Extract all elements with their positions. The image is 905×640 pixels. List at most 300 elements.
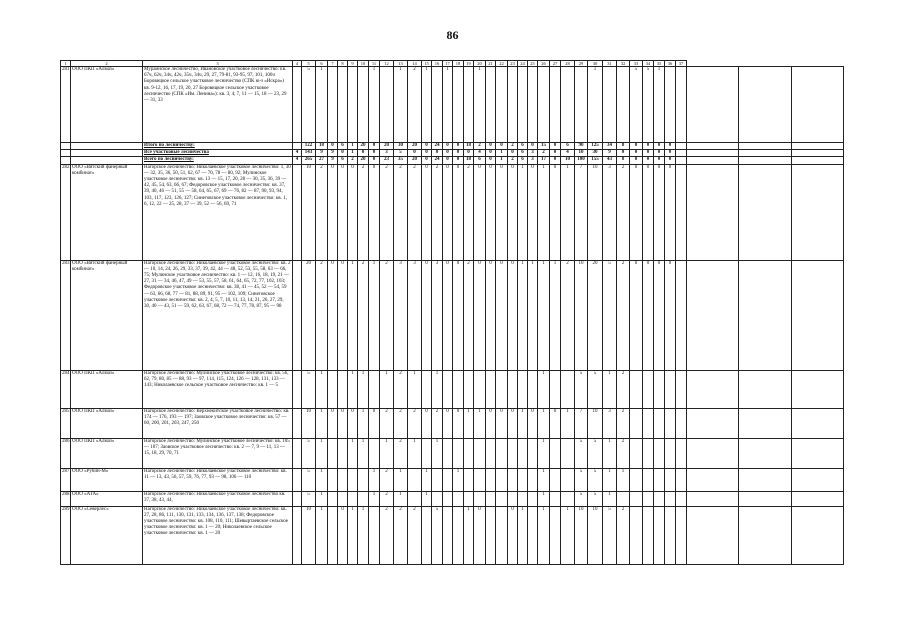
value-cell xyxy=(508,370,518,408)
value-cell: 1 xyxy=(496,150,508,157)
value-cell xyxy=(739,468,791,491)
value-cell: 0 xyxy=(508,260,518,370)
value-cell: 0 xyxy=(550,408,561,438)
header-cell: 32 xyxy=(617,61,630,67)
value-cell: 7 xyxy=(575,164,588,260)
value-cell xyxy=(518,491,528,506)
value-cell: 0 xyxy=(453,408,464,438)
value-cell: 1 xyxy=(369,468,380,491)
table-row xyxy=(61,164,844,260)
header-cell: 16 xyxy=(432,61,443,67)
value-cell: 3 xyxy=(603,408,617,438)
value-cell xyxy=(603,67,617,143)
value-cell xyxy=(474,491,486,506)
value-cell xyxy=(518,370,528,408)
value-cell: 20 xyxy=(380,143,394,150)
organization-name: ООО ПКП «Алмаз» xyxy=(71,438,143,468)
value-cell xyxy=(338,370,348,408)
value-cell: 1 xyxy=(603,491,617,506)
value-cell xyxy=(630,408,643,438)
value-cell xyxy=(654,408,665,438)
forest-description: Все участковые лесничества xyxy=(143,150,293,157)
value-cell xyxy=(486,370,496,408)
value-cell xyxy=(486,468,496,491)
value-cell xyxy=(665,67,676,143)
summary-row xyxy=(61,143,844,150)
value-cell: 2 xyxy=(508,157,518,164)
value-cell: 1 xyxy=(443,67,453,143)
value-cell xyxy=(676,468,687,491)
value-cell: 4 xyxy=(293,150,302,157)
value-cell: 0 xyxy=(422,157,432,164)
table-row xyxy=(61,468,844,491)
value-cell xyxy=(561,468,575,491)
value-cell: 0 xyxy=(443,164,453,260)
value-cell: 5 xyxy=(302,491,316,506)
value-cell: 0 xyxy=(338,150,348,157)
value-cell: 9 xyxy=(328,157,338,164)
value-cell xyxy=(338,438,348,468)
value-cell: 0 xyxy=(496,143,508,150)
value-cell xyxy=(550,438,561,468)
value-cell: 2 xyxy=(348,157,358,164)
value-cell xyxy=(453,506,464,564)
value-cell: 5 xyxy=(588,370,603,408)
value-cell: 10 xyxy=(575,260,588,370)
value-cell xyxy=(687,164,739,260)
value-cell xyxy=(687,143,739,150)
value-cell xyxy=(665,408,676,438)
table-row xyxy=(61,260,844,370)
value-cell xyxy=(464,491,474,506)
value-cell: 2 xyxy=(358,164,369,260)
organization-name xyxy=(71,157,143,164)
value-cell xyxy=(687,157,739,164)
value-cell xyxy=(432,468,443,491)
value-cell xyxy=(486,67,496,143)
value-cell: 0 xyxy=(453,157,464,164)
value-cell: 0 xyxy=(528,408,538,438)
value-cell xyxy=(676,491,687,506)
value-cell xyxy=(739,491,791,506)
value-cell: 1 xyxy=(538,438,550,468)
organization-name: ООО ПКП «Алмаз» xyxy=(71,370,143,408)
value-cell xyxy=(496,468,508,491)
page-number: 86 xyxy=(446,28,459,42)
value-cell: 4 xyxy=(561,150,575,157)
forest-description: Нагорское лесничество: Николаевское участковое лесничество: 1, 30 — 32, 35, 36, 50, 51, 62, 67 — 70, 78 — 80, 92; Мулинское участковое лесничество: кв. 13 — 15, 17, 20, 28 — 30, 35, 36, 39 — 42, 45, 54, 63, 66, 67; Федоровское участковое лесничество: кв. 37, 39, 40, 46 — 51, 55 — 58, 64, 65, 67, 69 — 76, 82 — 87, 90, 93, 94, 103, 117, 123, 126, 127; Синеговское участковое лесничество: кв. 1, 6, 12, 22 — 25, 28, 37 — 39, 52 — 56, 69, 71 xyxy=(143,164,293,260)
value-cell: 143 xyxy=(302,150,316,157)
value-cell: 6 xyxy=(474,157,486,164)
value-cell xyxy=(528,491,538,506)
value-cell: 10 xyxy=(302,506,316,564)
value-cell xyxy=(348,468,358,491)
value-cell xyxy=(676,143,687,150)
forest-description: Нагорское лесничество: Николаевское участковое лесничество: кв. 27, 28, 86, 111, 130, 131, 133, 134, 136, 137, 138; Федоровское участковое лесничество: кв. 108, 110, 111; Шевыртаевское сельское участковое лесничество: кв. 1 — 20; Николаевское сельское участковое лесничество: кв. 1 — 20 xyxy=(143,506,293,564)
value-cell xyxy=(665,506,676,564)
value-cell xyxy=(369,438,380,468)
value-cell: 24 xyxy=(432,157,443,164)
value-cell xyxy=(508,67,518,143)
value-cell xyxy=(293,491,302,506)
value-cell xyxy=(654,438,665,468)
value-cell: 0 xyxy=(550,150,561,157)
organization-name: ООО ПКП «Алмаз» xyxy=(71,408,143,438)
value-cell: 20 xyxy=(302,260,316,370)
value-cell xyxy=(518,67,528,143)
value-cell: 1 xyxy=(369,260,380,370)
value-cell: 0 xyxy=(550,157,561,164)
value-cell xyxy=(550,506,561,564)
value-cell xyxy=(486,506,496,564)
value-cell: 1 xyxy=(432,438,443,468)
value-cell: 30 xyxy=(394,143,408,150)
value-cell: 0 xyxy=(486,143,496,150)
table-row xyxy=(61,67,844,143)
value-cell: 2 xyxy=(358,260,369,370)
value-cell: 0 xyxy=(486,164,496,260)
value-cell: 0 xyxy=(369,150,380,157)
value-cell: 5 xyxy=(603,260,617,370)
value-cell: 122 xyxy=(302,143,316,150)
value-cell: 0 xyxy=(654,150,665,157)
header-cell: 11 xyxy=(369,61,380,67)
value-cell: 10 xyxy=(588,164,603,260)
table-row xyxy=(61,408,844,438)
value-cell xyxy=(464,468,474,491)
value-cell: 0 xyxy=(443,408,453,438)
row-number xyxy=(61,150,71,157)
value-cell: 2 xyxy=(617,164,630,260)
value-cell xyxy=(687,438,739,468)
value-cell: 1 xyxy=(453,468,464,491)
value-cell xyxy=(791,67,843,143)
value-cell xyxy=(561,370,575,408)
value-cell: 1 xyxy=(358,370,369,408)
value-cell: 10 xyxy=(561,157,575,164)
value-cell xyxy=(739,438,791,468)
value-cell xyxy=(791,408,843,438)
value-cell xyxy=(630,468,643,491)
value-cell: 3 xyxy=(380,150,394,157)
value-cell: 1 xyxy=(561,408,575,438)
value-cell: 5 xyxy=(588,491,603,506)
organization-name: ООО «Вятский фанерный комбинат» xyxy=(71,164,143,260)
value-cell xyxy=(643,370,654,408)
value-cell: 0 xyxy=(443,150,453,157)
value-cell xyxy=(443,491,453,506)
value-cell: 4 xyxy=(293,157,302,164)
value-cell: 2 xyxy=(380,491,394,506)
value-cell: 1 xyxy=(394,468,408,491)
value-cell xyxy=(474,468,486,491)
value-cell xyxy=(739,143,791,150)
value-cell xyxy=(293,143,302,150)
value-cell xyxy=(293,370,302,408)
value-cell: 0 xyxy=(338,408,348,438)
value-cell xyxy=(550,468,561,491)
value-cell: 5 xyxy=(603,506,617,564)
header-cell: 31 xyxy=(603,61,617,67)
value-cell: 0 xyxy=(338,164,348,260)
value-cell: 2 xyxy=(474,143,486,150)
value-cell: 0 xyxy=(665,157,676,164)
header-cell: 19 xyxy=(464,61,474,67)
table-row xyxy=(61,506,844,564)
value-cell: 2 xyxy=(380,164,394,260)
value-cell xyxy=(369,370,380,408)
value-cell: 0 xyxy=(464,150,474,157)
value-cell: 35 xyxy=(394,157,408,164)
value-cell: 1 xyxy=(603,468,617,491)
value-cell xyxy=(293,506,302,564)
value-cell xyxy=(561,491,575,506)
value-cell: 0 xyxy=(422,143,432,150)
value-cell xyxy=(791,506,843,564)
forest-description: Итого по лесничеству: xyxy=(143,143,293,150)
organization-name: ООО «Северлес» xyxy=(71,506,143,564)
value-cell: 1 xyxy=(538,468,550,491)
value-cell xyxy=(474,438,486,468)
value-cell xyxy=(550,491,561,506)
value-cell: 5 xyxy=(575,438,588,468)
value-cell xyxy=(538,67,550,143)
value-cell: 2 xyxy=(408,67,422,143)
summary-row xyxy=(61,150,844,157)
value-cell: 34 xyxy=(603,143,617,150)
value-cell: 0 xyxy=(630,143,643,150)
value-cell xyxy=(676,408,687,438)
header-cell: 29 xyxy=(575,61,588,67)
header-cell: 17 xyxy=(443,61,453,67)
value-cell: 0 xyxy=(338,506,348,564)
value-cell: 0 xyxy=(432,150,443,157)
value-cell: 0 xyxy=(528,164,538,260)
value-cell: 1 xyxy=(464,408,474,438)
value-cell: 0 xyxy=(453,164,464,260)
value-cell: 2 xyxy=(617,438,630,468)
value-cell: 2 xyxy=(464,260,474,370)
value-cell: 0 xyxy=(328,260,338,370)
value-cell: 2 xyxy=(432,408,443,438)
value-cell: 18 xyxy=(464,157,474,164)
value-cell xyxy=(293,408,302,438)
header-cell: 13 xyxy=(394,61,408,67)
value-cell xyxy=(739,67,791,143)
value-cell: 0 xyxy=(422,260,432,370)
value-cell xyxy=(508,468,518,491)
value-cell xyxy=(676,438,687,468)
value-cell: 2 xyxy=(617,370,630,408)
forest-description: Нагорское лесничество: Николаевское участковое лесничество: кв. 11 — 13, 43, 56, 57, 59, 76, 77, 93 — 98, 106 — 110 xyxy=(143,468,293,491)
value-cell: 2 xyxy=(408,408,422,438)
table-row xyxy=(61,438,844,468)
value-cell xyxy=(293,438,302,468)
value-cell: 0 xyxy=(643,260,654,370)
value-cell: 23 xyxy=(380,157,394,164)
row-number: 287 xyxy=(61,468,71,491)
value-cell xyxy=(687,67,739,143)
value-cell: 20 xyxy=(358,157,369,164)
value-cell: 0 xyxy=(630,150,643,157)
value-cell xyxy=(486,491,496,506)
value-cell: 1 xyxy=(348,506,358,564)
value-cell xyxy=(739,506,791,564)
value-cell xyxy=(687,408,739,438)
forest-description: Нагорское лесничество: Мулинское участковое лесничество: кв. 105 — 107; Заовское участковое лесничество: кв. 2 — 7, 9 — 11, 13 — 15, 18, 29, 70, 71 xyxy=(143,438,293,468)
value-cell: 8 xyxy=(617,157,630,164)
value-cell: 7 xyxy=(575,408,588,438)
value-cell: 0 xyxy=(369,164,380,260)
header-cell: 33 xyxy=(630,61,643,67)
value-cell: 1 xyxy=(617,468,630,491)
value-cell: 1 xyxy=(496,157,508,164)
row-number: 289 xyxy=(61,506,71,564)
value-cell xyxy=(643,438,654,468)
value-cell xyxy=(408,491,422,506)
value-cell xyxy=(676,67,687,143)
organization-name: ООО «Рубин-М» xyxy=(71,468,143,491)
value-cell: 0 xyxy=(617,150,630,157)
value-cell xyxy=(496,370,508,408)
value-cell xyxy=(654,370,665,408)
value-cell: 5 xyxy=(432,506,443,564)
value-cell xyxy=(739,260,791,370)
value-cell xyxy=(358,67,369,143)
value-cell: 0 xyxy=(328,408,338,438)
value-cell xyxy=(338,468,348,491)
header-cell: 4 xyxy=(293,61,302,67)
value-cell: 1 xyxy=(518,164,528,260)
value-cell xyxy=(561,438,575,468)
value-cell: 0 xyxy=(369,157,380,164)
value-cell: 10 xyxy=(588,408,603,438)
value-cell: 1 xyxy=(603,370,617,408)
value-cell: 0 xyxy=(508,150,518,157)
value-cell xyxy=(518,438,528,468)
value-cell: 0 xyxy=(443,143,453,150)
value-cell xyxy=(408,468,422,491)
value-cell: 5 xyxy=(302,438,316,468)
value-cell: 15 xyxy=(538,143,550,150)
value-cell: 4 xyxy=(474,150,486,157)
value-cell: 10 xyxy=(588,506,603,564)
value-cell xyxy=(453,438,464,468)
value-cell: 1 xyxy=(538,370,550,408)
value-cell xyxy=(617,491,630,506)
value-cell: 1 xyxy=(528,260,538,370)
value-cell: 5 xyxy=(302,370,316,408)
value-cell: 0 xyxy=(328,164,338,260)
value-cell xyxy=(328,491,338,506)
value-cell: 2 xyxy=(380,506,394,564)
value-cell: 5 xyxy=(588,438,603,468)
value-cell: 1 xyxy=(348,370,358,408)
header-cell: 26 xyxy=(538,61,550,67)
value-cell: 1 xyxy=(358,438,369,468)
value-cell: 20 xyxy=(408,157,422,164)
value-cell: 1 xyxy=(432,370,443,408)
header-cell: 23 xyxy=(508,61,518,67)
value-cell xyxy=(348,67,358,143)
value-cell xyxy=(739,150,791,157)
organization-name xyxy=(71,143,143,150)
value-cell: 1 xyxy=(518,408,528,438)
value-cell: 5 xyxy=(302,67,316,143)
value-cell: 0 xyxy=(550,164,561,260)
value-cell: 8 xyxy=(617,143,630,150)
value-cell xyxy=(380,67,394,143)
value-cell: 100 xyxy=(575,157,588,164)
value-cell: 2 xyxy=(432,164,443,260)
value-cell: 1 xyxy=(538,506,550,564)
value-cell xyxy=(432,491,443,506)
value-cell: 2 xyxy=(316,164,328,260)
value-cell: 5 xyxy=(575,491,588,506)
value-cell: 2 xyxy=(538,150,550,157)
value-cell: 0 xyxy=(643,157,654,164)
value-cell xyxy=(687,491,739,506)
value-cell xyxy=(443,468,453,491)
value-cell: 27 xyxy=(316,157,328,164)
value-cell: 0 xyxy=(665,150,676,157)
value-cell: 2 xyxy=(380,260,394,370)
value-cell xyxy=(528,370,538,408)
value-cell xyxy=(687,468,739,491)
value-cell: 0 xyxy=(508,408,518,438)
value-cell xyxy=(739,408,791,438)
value-cell xyxy=(739,164,791,260)
value-cell: 125 xyxy=(588,143,603,150)
value-cell xyxy=(443,506,453,564)
value-cell: 0 xyxy=(528,143,538,150)
value-cell: 0 xyxy=(443,260,453,370)
value-cell: 2 xyxy=(408,506,422,564)
header-cell: 14 xyxy=(408,61,422,67)
value-cell: 0 xyxy=(474,506,486,564)
row-number: 288 xyxy=(61,491,71,506)
value-cell: 10 xyxy=(575,506,588,564)
value-cell: 6 xyxy=(561,143,575,150)
value-cell xyxy=(496,67,508,143)
value-cell: 1 xyxy=(369,491,380,506)
value-cell: 1 xyxy=(380,370,394,408)
value-cell: 1 xyxy=(358,408,369,438)
value-cell: 0 xyxy=(453,260,464,370)
value-cell: 3 xyxy=(408,260,422,370)
value-cell xyxy=(654,506,665,564)
value-cell: 20 xyxy=(588,260,603,370)
forest-description: Нагорское лесничество: Николаевское участковое лесничество кв. 37, 38, 43, 44, xyxy=(143,491,293,506)
header-cell: 12 xyxy=(380,61,394,67)
value-cell xyxy=(293,468,302,491)
value-cell xyxy=(676,150,687,157)
value-cell: 43 xyxy=(603,157,617,164)
header-cell: 28 xyxy=(561,61,575,67)
value-cell: 3 xyxy=(528,157,538,164)
row-number: 281 xyxy=(61,67,71,143)
value-cell: 0 xyxy=(630,164,643,260)
value-cell: 1 xyxy=(474,67,486,143)
value-cell xyxy=(665,370,676,408)
value-cell: 0 xyxy=(422,150,432,157)
value-cell xyxy=(422,438,432,468)
value-cell: 24 xyxy=(432,143,443,150)
value-cell: 1 xyxy=(561,164,575,260)
value-cell xyxy=(443,438,453,468)
forest-description: Мураинское лесничество, Ивановское участковое лесничество: кв. 67ч, 62ч, 34ч, 42ч, 35ч, 34ч, 29, 27, 79-81, 93-95, 97, 101, 106ч Боровицкое сельское участковое лесничество (СПК ю-з «Искра») кв. 9-12, 16, 17, 19, 20, 27 Боровицкое сельское участковое лесничество (СПК «Им. Ленина»): кв. 3, 4, 7, 11 — 15, 18 — 23, 29 — 31, 33 xyxy=(143,67,293,143)
value-cell xyxy=(791,468,843,491)
